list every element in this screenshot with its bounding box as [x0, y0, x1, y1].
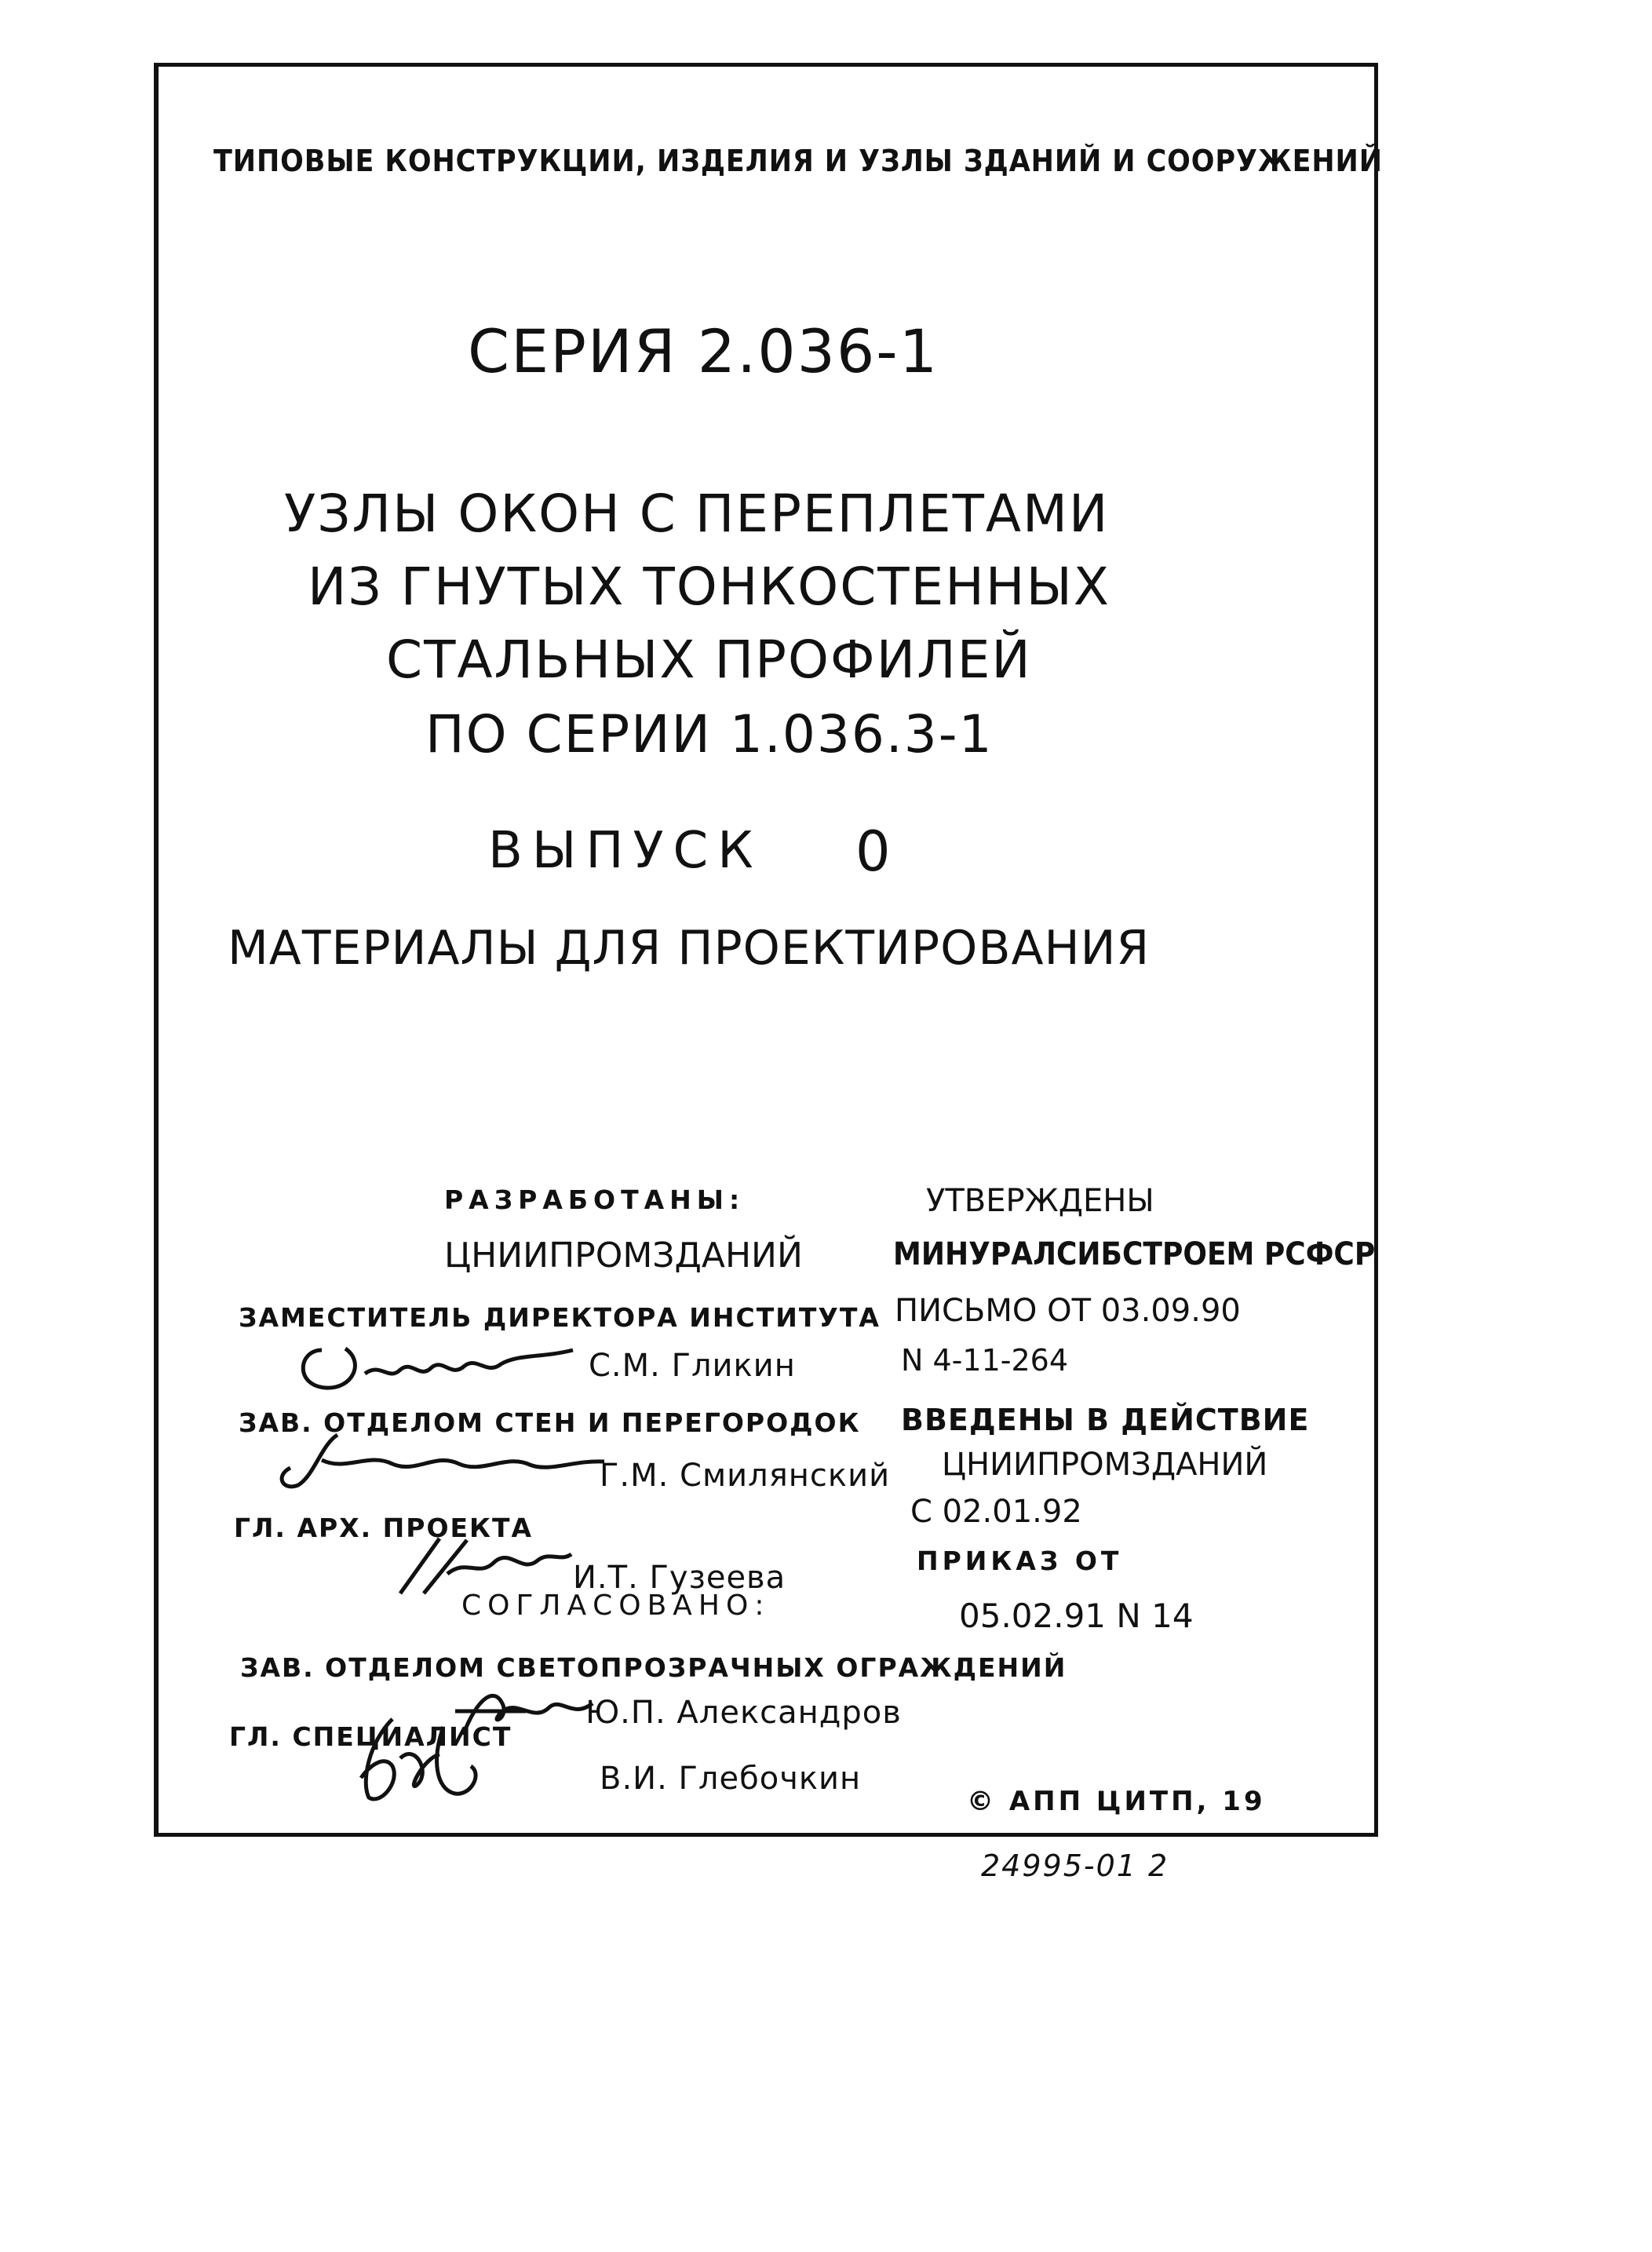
issue-number: 0 [855, 819, 891, 884]
signature-glebochkin [345, 1711, 487, 1805]
signature-smilyansky [267, 1429, 612, 1491]
chief-architect-name: И.Т. Гузеева [573, 1560, 786, 1596]
deputy-director-name: С.М. Гликин [589, 1348, 796, 1384]
developer-org: ЦНИИПРОМЗДАНИЙ [444, 1235, 803, 1276]
approved-label: УТВЕРЖДЕНЫ [926, 1183, 1154, 1219]
agreed-label: СОГЛАСОВАНО: [461, 1590, 771, 1622]
signature-guzeeva [392, 1531, 573, 1601]
document-header: ТИПОВЫЕ КОНСТРУКЦИИ, ИЗДЕЛИЯ И УЗЛЫ ЗДАНИЙ И СООРУЖЕНИЙ [213, 144, 1383, 178]
document-number: 24995-01 2 [981, 1849, 1169, 1883]
deputy-director-title: ЗАМЕСТИТЕЛЬ ДИРЕКТОРА ИНСТИТУТА [239, 1302, 881, 1333]
walls-head-title: ЗАВ. ОТДЕЛОМ СТЕН И ПЕРЕГОРОДОК [239, 1407, 861, 1438]
intro-org: ЦНИИПРОМЗДАНИЙ [942, 1447, 1268, 1483]
chief-specialist-title: ГЛ. СПЕЦИАЛИСТ [229, 1721, 512, 1752]
translucent-head-name: Ю.П. Александров [585, 1695, 902, 1731]
title-line: ПО СЕРИИ 1.036.3-1 [425, 704, 994, 765]
issue-label: ВЫПУСК [488, 822, 763, 880]
signature-glikin [290, 1327, 589, 1397]
copyright: © АПП ЦИТП, 19 [967, 1786, 1266, 1817]
chief-specialist-name: В.И. Глебочкин [600, 1761, 862, 1797]
chief-architect-title: ГЛ. АРХ. ПРОЕКТА [234, 1513, 534, 1543]
series-title: СЕРИЯ 2.036-1 [468, 316, 939, 386]
approval-letter: ПИСЬМО ОТ 03.09.90 [895, 1293, 1241, 1329]
title-line: ИЗ ГНУТЫХ ТОНКОСТЕННЫХ [308, 557, 1111, 617]
document-subtitle: МАТЕРИАЛЫ ДЛЯ ПРОЕКТИРОВАНИЯ [228, 921, 1151, 976]
intro-date: С 02.01.92 [910, 1494, 1082, 1530]
order-label: ПРИКАЗ ОТ [917, 1546, 1123, 1576]
approver-org: МИНУРАЛСИБСТРОЕМ РСФСР [893, 1236, 1376, 1272]
title-line: УЗЛЫ ОКОН С ПЕРЕПЛЕТАМИ [284, 484, 1110, 544]
walls-head-name: Г.М. Смилянский [600, 1458, 891, 1494]
intro-label: ВВЕДЕНЫ В ДЕЙСТВИЕ [901, 1403, 1310, 1437]
translucent-head-title: ЗАВ. ОТДЕЛОМ СВЕТОПРОЗРАЧНЫХ ОГРАЖДЕНИЙ [240, 1652, 1067, 1683]
title-line: СТАЛЬНЫХ ПРОФИЛЕЙ [386, 630, 1032, 690]
developed-label: РАЗРАБОТАНЫ: [444, 1184, 746, 1215]
approval-letter-number: N 4-11-264 [901, 1343, 1068, 1378]
order-value: 05.02.91 N 14 [959, 1597, 1194, 1635]
